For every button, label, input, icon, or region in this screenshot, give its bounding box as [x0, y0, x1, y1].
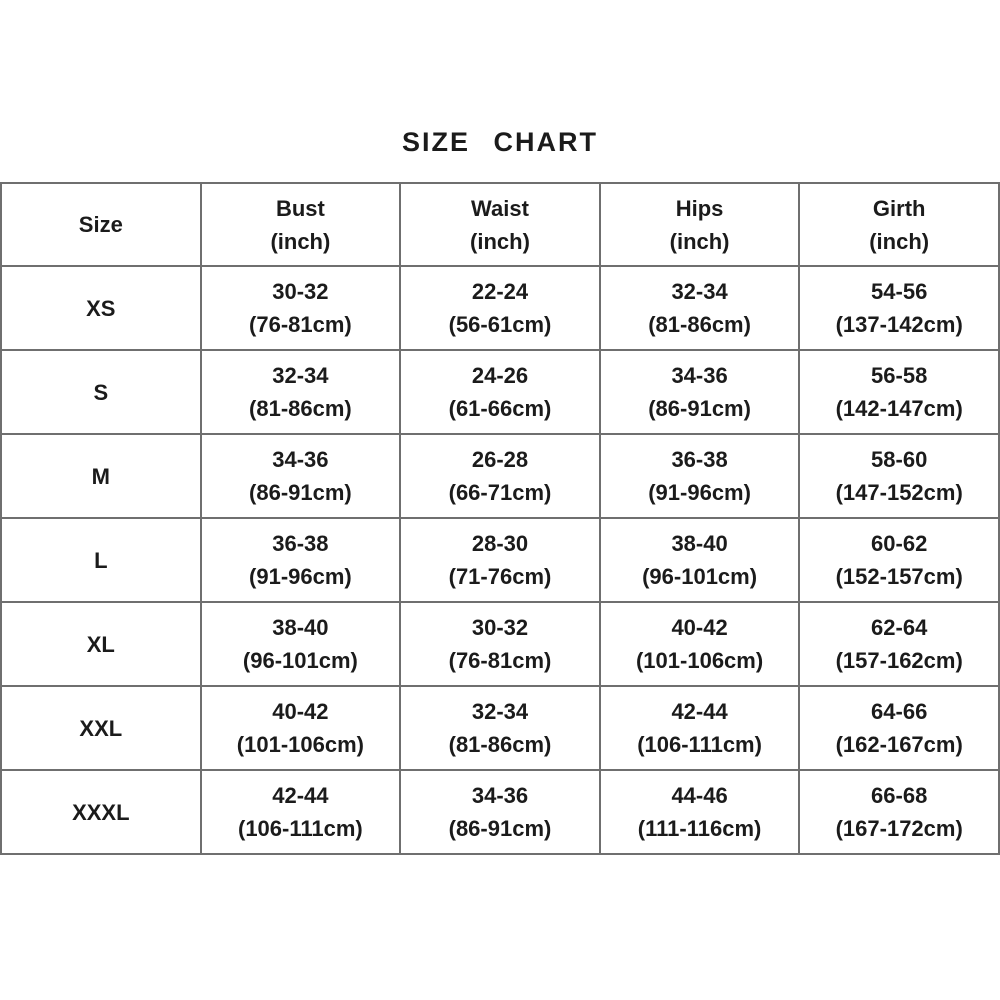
column-header-hips: [600, 183, 800, 266]
measurement-cm: (61-66cm): [448, 396, 552, 421]
measurement-cm: (71-76cm): [448, 564, 552, 589]
measurement-inch: 62-64: [871, 615, 928, 640]
measurement-inch: 24-26: [471, 363, 529, 388]
measurement-cm: (76-81cm): [249, 312, 352, 337]
column-header-bust: [201, 183, 401, 266]
measurement-cm: (86-91cm): [648, 396, 751, 421]
measurement-inch: 54-56: [871, 279, 928, 304]
measurement-cm: (91-96cm): [648, 480, 751, 505]
measurement-cell: [799, 602, 999, 686]
measurement-inch: 44-46: [671, 783, 728, 808]
table-row: [1, 686, 999, 770]
measurement-cell: [600, 266, 800, 350]
measurement-cm: (101-106cm): [635, 648, 764, 673]
measurement-cell: [400, 770, 600, 854]
page-title: SIZE CHART: [402, 127, 598, 157]
column-header-waist: [400, 183, 600, 266]
measurement-cm: (81-86cm): [448, 732, 552, 757]
measurement-cm: (91-96cm): [249, 564, 352, 589]
measurement-inch: 22-24: [471, 279, 529, 304]
measurement-inch: 40-42: [671, 615, 728, 640]
measurement-inch: 32-34: [272, 363, 329, 388]
measurement-cell: [400, 350, 600, 434]
size-label: XXL: [1, 686, 201, 770]
column-label: Waist: [471, 195, 529, 221]
measurement-inch: 56-58: [871, 363, 928, 388]
measurement-cm: (137-142cm): [835, 312, 963, 337]
measurement-cell: [201, 686, 401, 770]
size-label: XS: [1, 266, 201, 350]
measurement-cm: (86-91cm): [249, 480, 352, 505]
title-area: [0, 0, 1000, 158]
size-label: M: [1, 434, 201, 518]
measurement-cm: (86-91cm): [448, 816, 552, 841]
measurement-inch: 38-40: [272, 615, 329, 640]
measurement-inch: 42-44: [671, 699, 728, 724]
measurement-cell: [600, 434, 800, 518]
measurement-inch: 66-68: [871, 783, 928, 808]
measurement-cell: [201, 602, 401, 686]
measurement-cm: (142-147cm): [835, 396, 963, 421]
measurement-inch: 58-60: [871, 447, 928, 472]
measurement-inch: 36-38: [272, 531, 329, 556]
table-row: [1, 602, 999, 686]
measurement-cm: (106-111cm): [238, 816, 363, 841]
column-label: Hips: [675, 195, 724, 221]
column-label: Girth: [872, 195, 926, 221]
measurement-inch: 36-38: [671, 447, 728, 472]
measurement-cm: (101-106cm): [236, 732, 364, 757]
column-unit: (inch): [669, 228, 730, 254]
measurement-cell: [799, 518, 999, 602]
measurement-cell: [400, 686, 600, 770]
size-label: XXXL: [1, 770, 201, 854]
measurement-inch: 40-42: [272, 699, 329, 724]
table-row: [1, 350, 999, 434]
measurement-cell: [400, 434, 600, 518]
measurement-cell: [600, 686, 800, 770]
measurement-cm: (66-71cm): [448, 480, 552, 505]
measurement-inch: 28-30: [471, 531, 529, 556]
size-label: XL: [1, 602, 201, 686]
measurement-cm: (81-86cm): [249, 396, 352, 421]
measurement-cell: [201, 266, 401, 350]
measurement-cell: [600, 602, 800, 686]
measurement-cell: [400, 602, 600, 686]
measurement-cm: (111-116cm): [637, 816, 762, 841]
measurement-cm: (152-157cm): [835, 564, 963, 589]
measurement-inch: 30-32: [471, 615, 529, 640]
measurement-inch: 60-62: [871, 531, 928, 556]
measurement-cell: [600, 518, 800, 602]
measurement-inch: 34-36: [272, 447, 329, 472]
measurement-inch: 32-34: [471, 699, 529, 724]
measurement-cell: [201, 434, 401, 518]
size-chart-table: [0, 182, 1000, 855]
measurement-inch: 64-66: [871, 699, 928, 724]
measurement-cm: (96-101cm): [242, 648, 358, 673]
measurement-cell: [799, 770, 999, 854]
measurement-cell: [799, 434, 999, 518]
measurement-inch: 34-36: [471, 783, 529, 808]
column-unit: (inch): [270, 228, 331, 254]
measurement-cm: (76-81cm): [448, 648, 552, 673]
measurement-cell: [400, 266, 600, 350]
measurement-cell: [799, 686, 999, 770]
measurement-cm: (147-152cm): [835, 480, 963, 505]
measurement-cm: (157-162cm): [835, 648, 963, 673]
column-label: Bust: [275, 195, 325, 221]
measurement-inch: 34-36: [671, 363, 728, 388]
column-label: Size: [78, 212, 123, 237]
size-label: L: [1, 518, 201, 602]
measurement-cm: (81-86cm): [648, 312, 751, 337]
header-row: [1, 183, 999, 266]
column-header-girth: [799, 183, 999, 266]
measurement-cm: (96-101cm): [642, 564, 758, 589]
table-row: [1, 518, 999, 602]
measurement-cell: [600, 350, 800, 434]
column-unit: (inch): [470, 228, 530, 254]
table-body: [1, 266, 999, 854]
measurement-cm: (167-172cm): [835, 816, 963, 841]
measurement-cell: [201, 770, 401, 854]
table-row: [1, 266, 999, 350]
column-unit: (inch): [869, 228, 930, 254]
measurement-cell: [799, 266, 999, 350]
measurement-cm: (56-61cm): [448, 312, 552, 337]
table-row: [1, 434, 999, 518]
measurement-cm: (106-111cm): [637, 732, 762, 757]
measurement-cell: [201, 518, 401, 602]
measurement-inch: 38-40: [671, 531, 728, 556]
measurement-cell: [600, 770, 800, 854]
measurement-cell: [799, 350, 999, 434]
measurement-inch: 42-44: [272, 783, 329, 808]
measurement-inch: 32-34: [671, 279, 728, 304]
column-header-size: [1, 183, 201, 266]
measurement-cm: (162-167cm): [835, 732, 963, 757]
measurement-cell: [201, 350, 401, 434]
measurement-inch: 26-28: [471, 447, 529, 472]
measurement-inch: 30-32: [272, 279, 329, 304]
measurement-cell: [400, 518, 600, 602]
table-row: [1, 770, 999, 854]
size-label: S: [1, 350, 201, 434]
